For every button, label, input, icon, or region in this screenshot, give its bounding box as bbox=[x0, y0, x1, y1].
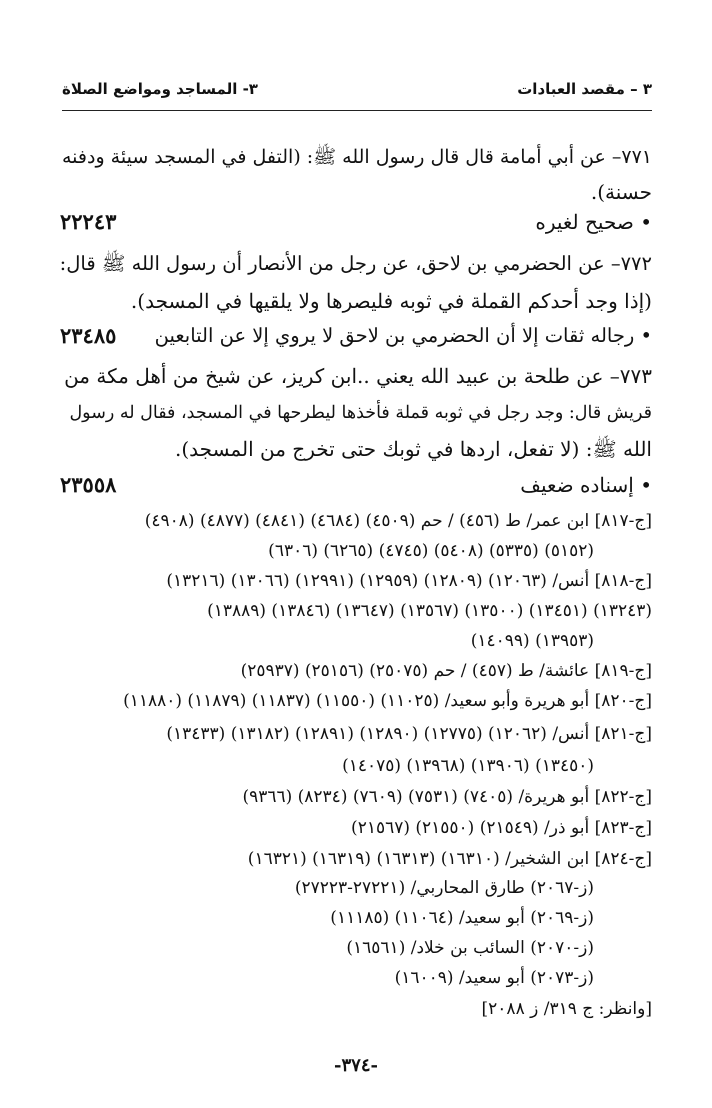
hadith-773-line-2: قريش قال: وجد رجل في ثوبه قملة فأخذها ليطرحها في المسجد، فقال له رسول bbox=[69, 403, 652, 423]
reference-line: [ج-٨١٧] ابن عمر/ ط (٤٥٦) / حم (٤٥٠٩) (٤٦٨٤) (٤٨٤١) (٤٨٧٧) (٤٩٠٨) bbox=[144, 511, 652, 531]
header-chapter: ٣ – مقصد العبادات bbox=[517, 80, 652, 98]
hadith-771-line-2: حسنة). bbox=[590, 180, 652, 204]
reference-line: [ج-٨٢١] أنس/ (١٢٠٦٢) (١٢٧٧٥) (١٢٨٩٠) (١٢٨٩١) (١٣١٨٢) (١٣٤٣٣) bbox=[166, 724, 652, 744]
header-divider bbox=[62, 110, 652, 111]
reference-line: (١٣٩٥٣) (١٤٠٩٩) bbox=[470, 631, 594, 651]
grade-773-text: • إسناده ضعيف bbox=[520, 473, 652, 497]
reference-line: [ج-٨٢٠] أبو هريرة وأبو سعيد/ (١١٠٢٥) (١١٥٥٠) (١١٨٣٧) (١١٨٧٩) (١١٨٨٠) bbox=[123, 691, 652, 711]
reference-line: (ز-٢٠٦٩) أبو سعيد/ (١١٠٦٤) (١١١٨٥) bbox=[330, 908, 594, 928]
hadith-773-line-3: الله ﷺ: (لا تفعل، اردها في ثوبك حتى تخرج من المسجد). bbox=[175, 437, 652, 461]
reference-line: [ج-٨٢٣] أبو ذر/ (٢١٥٤٩) (٢١٥٥٠) (٢١٥٦٧) bbox=[351, 818, 652, 838]
grade-772-text: • رجاله ثقات إلا أن الحضرمي بن لاحق لا يروي إلا عن التابعين bbox=[154, 324, 652, 347]
grade-771-text: • صحيح لغيره bbox=[535, 210, 652, 234]
grade-771-number: ٢٢٢٤٣ bbox=[60, 209, 117, 234]
running-header bbox=[62, 80, 652, 106]
reference-line: (٥١٥٢) (٥٣٣٥) (٥٤٠٨) (٤٧٤٥) (٦٢٦٥) (٦٣٠٦) bbox=[268, 541, 594, 561]
hadith-772-line-2: (إذا وجد أحدكم القملة في ثوبه فليصرها ولا يلقيها في المسجد). bbox=[130, 289, 652, 313]
grade-773-number: ٢٣٥٥٨ bbox=[60, 472, 117, 497]
grade-772-number: ٢٣٤٨٥ bbox=[60, 323, 117, 348]
header-section: ٣- المساجد ومواضع الصلاة bbox=[62, 80, 258, 98]
reference-line: (ز-٢٠٧٠) السائب بن خلاد/ (١٦٥٦١) bbox=[346, 938, 594, 958]
reference-line: (ز-٢٠٧٣) أبو سعيد/ (١٦٠٠٩) bbox=[394, 968, 594, 988]
reference-line: (ز-٢٠٦٧) طارق المحاربي/ (٢٧٢٢١-٢٧٢٢٣) bbox=[294, 878, 594, 898]
reference-line: [ج-٨٢٤] ابن الشخير/ (١٦٣١٠) (١٦٣١٣) (١٦٣١٩) (١٦٣٢١) bbox=[247, 849, 652, 869]
hadith-771-line-1: ٧٧١– عن أبي أمامة قال قال رسول الله ﷺ: (التفل في المسجد سيئة ودفنه bbox=[61, 146, 652, 168]
reference-line: [ج-٨١٩] عائشة/ ط (٤٥٧) / حم (٢٥٠٧٥) (٢٥١٥٦) (٢٥٩٣٧) bbox=[240, 661, 652, 681]
page-number: -٣٧٤- bbox=[334, 1055, 378, 1076]
hadith-773-line-1: ٧٧٣– عن طلحة بن عبيد الله يعني ..ابن كريز، عن شيخ من أهل مكة من bbox=[64, 364, 652, 388]
hadith-772-line-1: ٧٧٢– عن الحضرمي بن لاحق، عن رجل من الأنصار أن رسول الله ﷺ قال: bbox=[59, 252, 652, 275]
reference-line: [وانظر: ج ٣١٩/ ز ٢٠٨٨] bbox=[481, 999, 652, 1019]
reference-line: (١٣٢٤٣) (١٣٤٥١) (١٣٥٠٠) (١٣٥٦٧) (١٣٦٤٧) (١٣٨٤٦) (١٣٨٨٩) bbox=[207, 601, 652, 621]
reference-line: (١٣٤٥٠) (١٣٩٠٦) (١٣٩٦٨) (١٤٠٧٥) bbox=[342, 756, 594, 776]
reference-line: [ج-٨١٨] أنس/ (١٢٠٦٣) (١٢٨٠٩) (١٢٩٥٩) (١٢٩٩١) (١٣٠٦٦) (١٣٢١٦) bbox=[166, 571, 652, 591]
reference-line: [ج-٨٢٢] أبو هريرة/ (٧٤٠٥) (٧٥٣١) (٧٦٠٩) (٨٢٣٤) (٩٣٦٦) bbox=[242, 787, 652, 807]
